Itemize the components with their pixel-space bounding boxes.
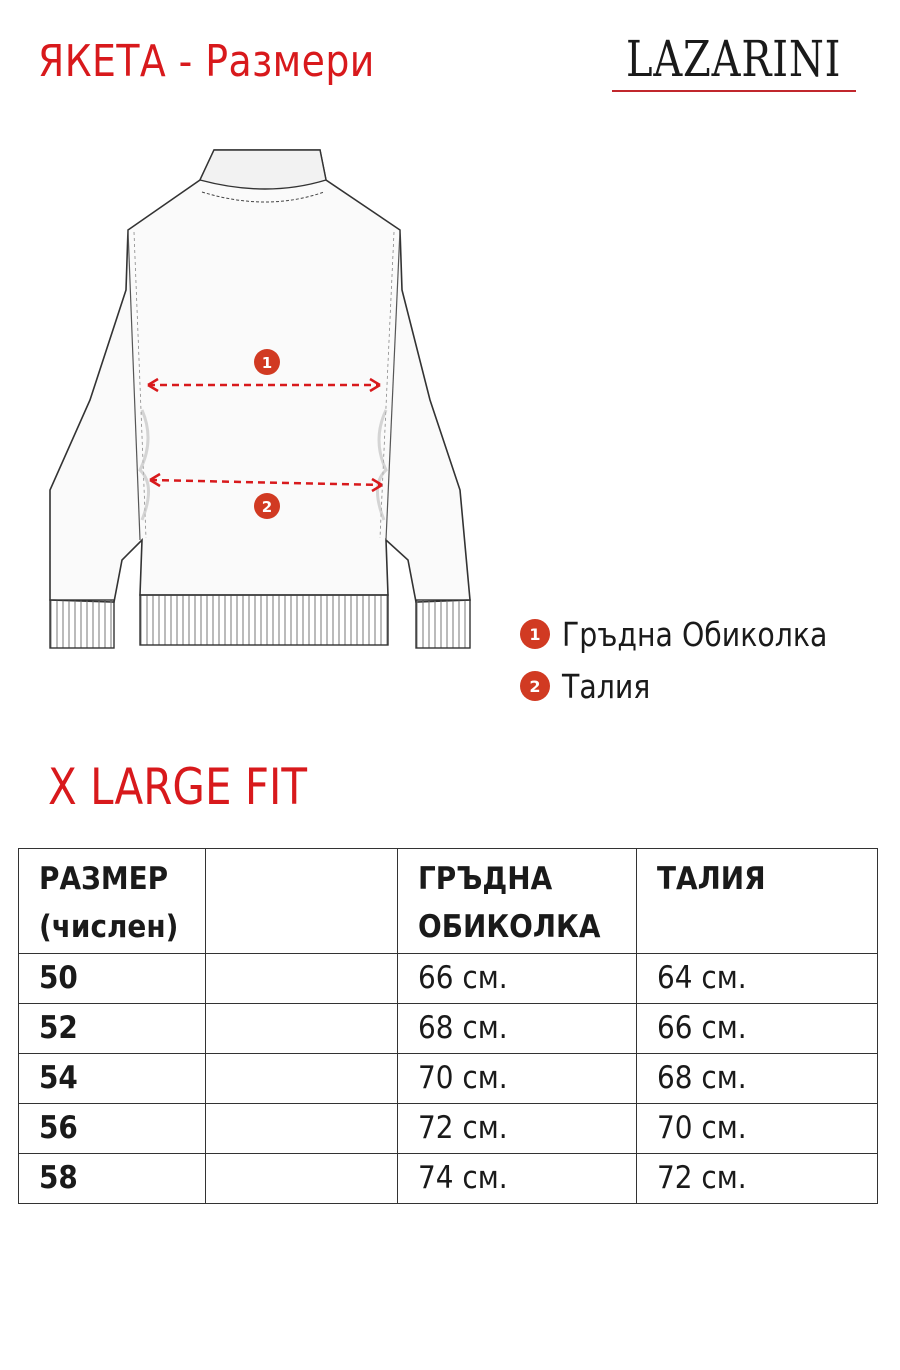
header-blank [206,849,398,954]
cell-waist: 64 см. [637,954,878,1004]
page-title: ЯКЕТА - Размери [38,36,375,87]
cell-size: 58 [19,1154,206,1204]
cell-chest: 68 см. [398,1004,637,1054]
legend-item-waist [520,660,871,712]
header-size: РАЗМЕР (числен) [19,849,206,954]
table-header-row [19,849,878,954]
jacket-right-cuff [416,600,470,648]
cell-blank [206,1054,398,1104]
jacket-hem-band [140,595,388,645]
table-row [19,1104,878,1154]
size-table [18,848,878,1204]
measurement-legend [520,608,871,712]
header-waist: ТАЛИЯ [637,849,878,954]
jacket-diagram [30,140,490,660]
cell-chest: 74 см. [398,1154,637,1204]
jacket-collar [200,150,326,189]
legend-marker-2: 2 [520,671,550,701]
jacket-left-cuff [50,600,114,648]
legend-label-waist: Талия [562,666,651,706]
cell-blank [206,1004,398,1054]
cell-size: 54 [19,1054,206,1104]
marker-1-label: 1 [261,354,273,372]
cell-size: 50 [19,954,206,1004]
cell-waist: 66 см. [637,1004,878,1054]
legend-item-chest [520,608,871,660]
fit-title: X LARGE FIT [48,758,308,816]
cell-chest: 70 см. [398,1054,637,1104]
cell-chest: 72 см. [398,1104,637,1154]
cell-waist: 72 см. [637,1154,878,1204]
cell-waist: 70 см. [637,1104,878,1154]
legend-label-chest: Гръдна Обиколка [562,614,828,654]
jacket-body [50,150,470,602]
cell-waist: 68 см. [637,1054,878,1104]
brand-name: LAZARINI [626,30,842,88]
table-row [19,1154,878,1204]
table-row [19,954,878,1004]
cell-blank [206,1154,398,1204]
cell-blank [206,954,398,1004]
table-row [19,1054,878,1104]
logo-underline [612,90,856,92]
cell-chest: 66 см. [398,954,637,1004]
legend-marker-1: 1 [520,619,550,649]
cell-blank [206,1104,398,1154]
header-chest: ГРЪДНА ОБИКОЛКА [398,849,637,954]
cell-size: 56 [19,1104,206,1154]
brand-logo [612,22,860,112]
cell-size: 52 [19,1004,206,1054]
table-row [19,1004,878,1054]
marker-2-label: 2 [261,498,273,516]
